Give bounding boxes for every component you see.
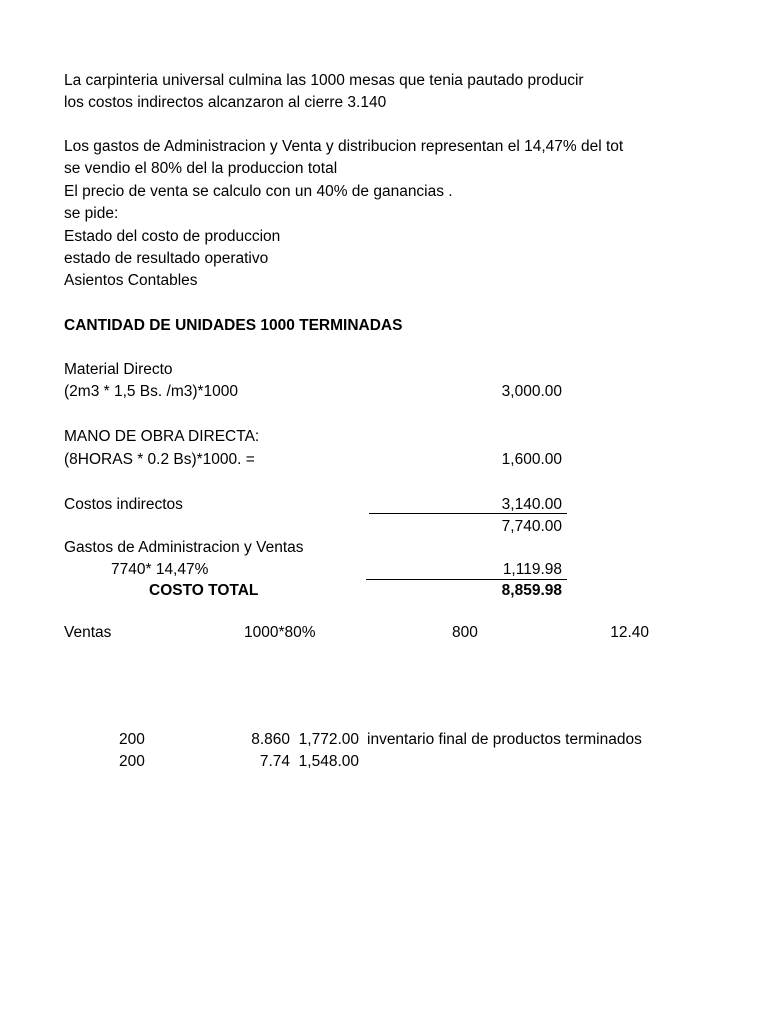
sales-formula: 1000*80% (244, 624, 316, 641)
sales-price: 12.40 (610, 624, 649, 641)
intro-line-9: Asientos Contables (64, 272, 198, 289)
total-value: 8,859.98 (501, 582, 562, 599)
inventory-qty: 200 (119, 753, 145, 770)
labor-value: 1,600.00 (501, 451, 562, 468)
material-label: Material Directo (64, 361, 173, 378)
intro-line-7: Estado del costo de produccion (64, 228, 281, 245)
inventory-unit-cost: 8.860 (251, 731, 290, 748)
inventory-unit-cost: 7.74 (259, 753, 290, 770)
section-heading: CANTIDAD DE UNIDADES 1000 TERMINADAS (64, 317, 403, 334)
intro-line-6: se pide: (64, 205, 119, 222)
inventory-amount: 1,772.00 (298, 731, 359, 748)
intro-line-8: estado de resultado operativo (64, 250, 269, 267)
indirect-value: 3,140.00 (501, 496, 562, 513)
subtotal-rule (369, 513, 567, 514)
material-formula: (2m3 * 1,5 Bs. /m3)*1000 (64, 383, 239, 400)
total-label: COSTO TOTAL (149, 582, 259, 599)
intro-line-3: Los gastos de Administracion y Venta y distribucion representan el 14,47% del tot (64, 138, 624, 155)
subtotal-value: 7,740.00 (501, 518, 562, 535)
material-value: 3,000.00 (501, 383, 562, 400)
labor-label: MANO DE OBRA DIRECTA: (64, 428, 260, 445)
inventory-qty: 200 (119, 731, 145, 748)
intro-line-4: se vendio el 80% del la produccion total (64, 160, 338, 177)
inventory-amount: 1,548.00 (298, 753, 359, 770)
intro-line-1: La carpinteria universal culmina las 1000 mesas que tenia pautado producir (64, 72, 584, 89)
indirect-label: Costos indirectos (64, 496, 183, 513)
admin-label: Gastos de Administracion y Ventas (64, 539, 304, 556)
admin-value: 1,119.98 (502, 561, 562, 578)
intro-line-5: El precio de venta se calculo con un 40% de ganancias . (64, 183, 453, 200)
sales-label: Ventas (64, 624, 112, 641)
total-rule (366, 579, 567, 580)
sales-units: 800 (452, 624, 478, 641)
intro-line-2: los costos indirectos alcanzaron al cierre 3.140 (64, 94, 387, 111)
inventory-note: inventario final de productos terminados (367, 731, 642, 748)
labor-formula: (8HORAS * 0.2 Bs)*1000. = (64, 451, 255, 468)
admin-formula: 7740* 14,47% (111, 561, 209, 578)
